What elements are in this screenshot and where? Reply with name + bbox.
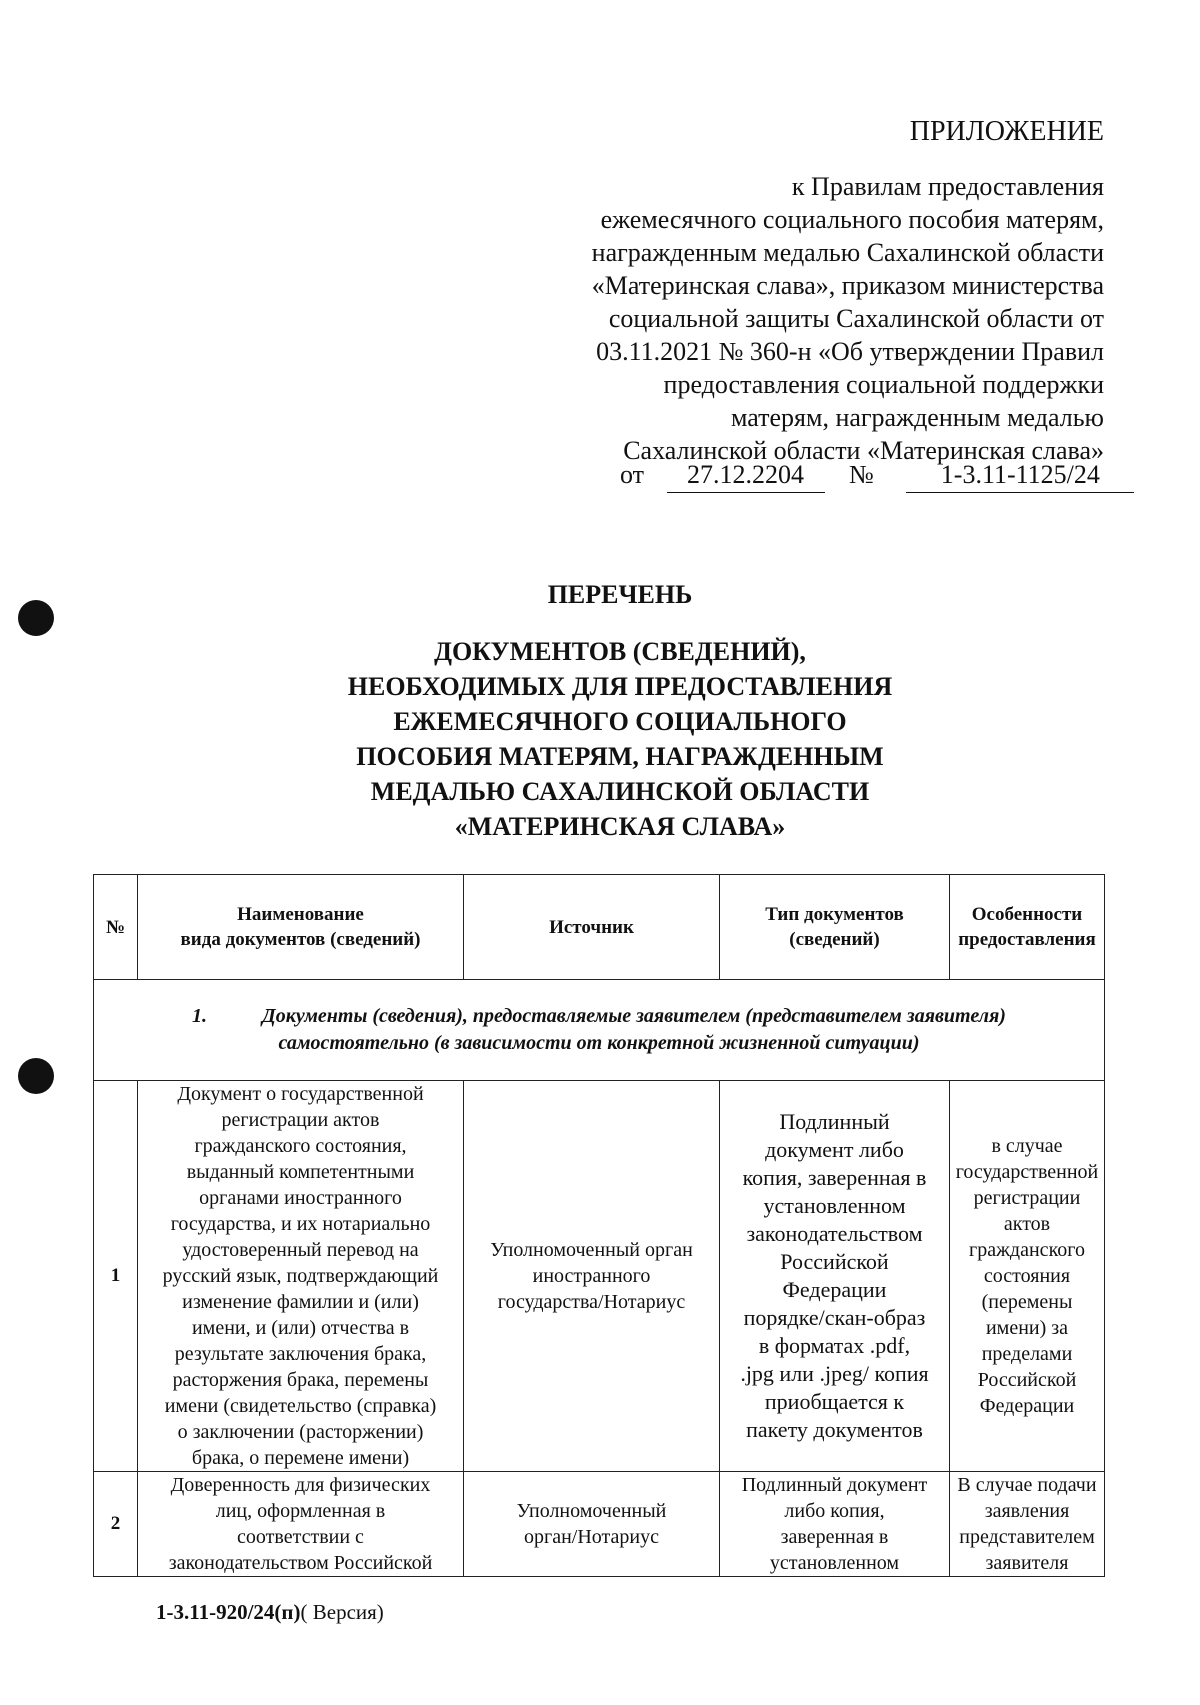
heading-subtitle-line: ДОКУМЕНТОВ (СВЕДЕНИЙ), <box>434 637 806 666</box>
annex-line: к Правилам предоставления <box>791 172 1104 201</box>
row-features-cell: В случае подачи заявления представителем заявителя <box>950 1472 1105 1577</box>
heading-subtitle-line: ПОСОБИЯ МАТЕРЯМ, НАГРАЖДЕННЫМ <box>356 742 884 771</box>
number-value: 1-3.11-1125/24 <box>906 460 1134 493</box>
section-row <box>94 980 1105 1081</box>
document-code-bold: 1-3.11-920/24(п) <box>156 1600 301 1624</box>
heading-subtitle-line: «МАТЕРИНСКАЯ СЛАВА» <box>454 812 786 841</box>
header-name-line: вида документов (сведений) <box>180 929 421 950</box>
annex-line: награжденным медалью Сахалинской области <box>591 238 1104 267</box>
date-value: 27.12.2204 <box>667 460 825 493</box>
header-num: № <box>94 875 138 980</box>
document-heading <box>0 578 1200 844</box>
annex-line: матерям, награжденным медалью <box>730 403 1104 432</box>
header-features-line: предоставления <box>958 929 1096 950</box>
annex-line: ежемесячного социального пособия матерям, <box>600 205 1104 234</box>
document-code <box>156 1600 384 1625</box>
annex-reference <box>592 170 1104 467</box>
row-source-cell: Уполномоченный орган/Нотариус <box>464 1472 720 1577</box>
annex-date-number-row <box>620 460 1134 493</box>
row-name-cell: Доверенность для физических лиц, оформленная в соответствии с законодательством Российской <box>138 1472 464 1577</box>
punch-hole-bottom <box>18 1058 54 1094</box>
documents-table <box>93 874 1105 1577</box>
row-name-cell: Документ о государственной регистрации актов гражданского состояния, выданный компетентными органами иностранного государства, и их нотариально удостоверенный перевод на русский язык, подтверждающий изменение фамилии и (или) имени, и (или) отчества в результате заключения брака, расторжения брака, перемены имени (свидетельство (справка) о заключении (расторжении) брака, о перемене имени) <box>138 1081 464 1472</box>
header-features <box>950 875 1105 980</box>
row-number: 1 <box>94 1081 138 1472</box>
heading-subtitle-line: ЕЖЕМЕСЯЧНОГО СОЦИАЛЬНОГО <box>393 707 847 736</box>
header-type-line: Тип документов <box>765 904 904 925</box>
section-line-1: 1. Документы (сведения), предоставляемые заявителем (представителем заявителя) <box>94 1003 1104 1030</box>
header-name-line: Наименование <box>237 904 364 925</box>
row-type-cell: Подлинный документ либо копия, заверенная в установленном законодательством Российской Федерации порядке/скан-образ в форматах .pdf, .jpg или .jpeg/ копия приобщается к пакету документов <box>720 1081 950 1472</box>
header-type-line: (сведений) <box>789 929 880 950</box>
header-features-line: Особенности <box>971 904 1083 925</box>
date-label: от <box>620 460 645 489</box>
annex-line: социальной защиты Сахалинской области от <box>608 304 1104 333</box>
heading-subtitle-line: НЕОБХОДИМЫХ ДЛЯ ПРЕДОСТАВЛЕНИЯ <box>347 672 893 701</box>
section-title <box>94 980 1105 1081</box>
annex-title: ПРИЛОЖЕНИЕ <box>909 116 1104 147</box>
row-features-cell: в случае государственной регистрации актов гражданского состояния (перемены имени) за пределами Российской Федерации <box>950 1081 1105 1472</box>
annex-line: предоставления социальной поддержки <box>663 370 1104 399</box>
heading-subtitle-line: МЕДАЛЬЮ САХАЛИНСКОЙ ОБЛАСТИ <box>370 777 870 806</box>
table-row <box>94 1081 1105 1472</box>
number-label: № <box>849 460 874 489</box>
heading-title: ПЕРЕЧЕНЬ <box>547 580 693 609</box>
section-number: 1. <box>192 1005 208 1027</box>
heading-subtitle <box>0 634 1200 844</box>
row-number: 2 <box>94 1472 138 1577</box>
row-source-cell: Уполномоченный орган иностранного государства/Нотариус <box>464 1081 720 1472</box>
row-type-cell: Подлинный документ либо копия, заверенная в установленном <box>720 1472 950 1577</box>
table-header-row <box>94 875 1105 980</box>
document-code-version: ( Версия) <box>300 1600 384 1624</box>
header-name <box>138 875 464 980</box>
annex-line: Сахалинской области «Материнская слава» <box>623 436 1104 465</box>
annex-line: «Материнская слава», приказом министерства <box>591 271 1104 300</box>
table-row <box>94 1472 1105 1577</box>
header-source: Источник <box>464 875 720 980</box>
header-type <box>720 875 950 980</box>
section-line-2: самостоятельно (в зависимости от конкретной жизненной ситуации) <box>278 1032 920 1054</box>
annex-line: 03.11.2021 № 360-н «Об утверждении Правил <box>596 337 1104 366</box>
